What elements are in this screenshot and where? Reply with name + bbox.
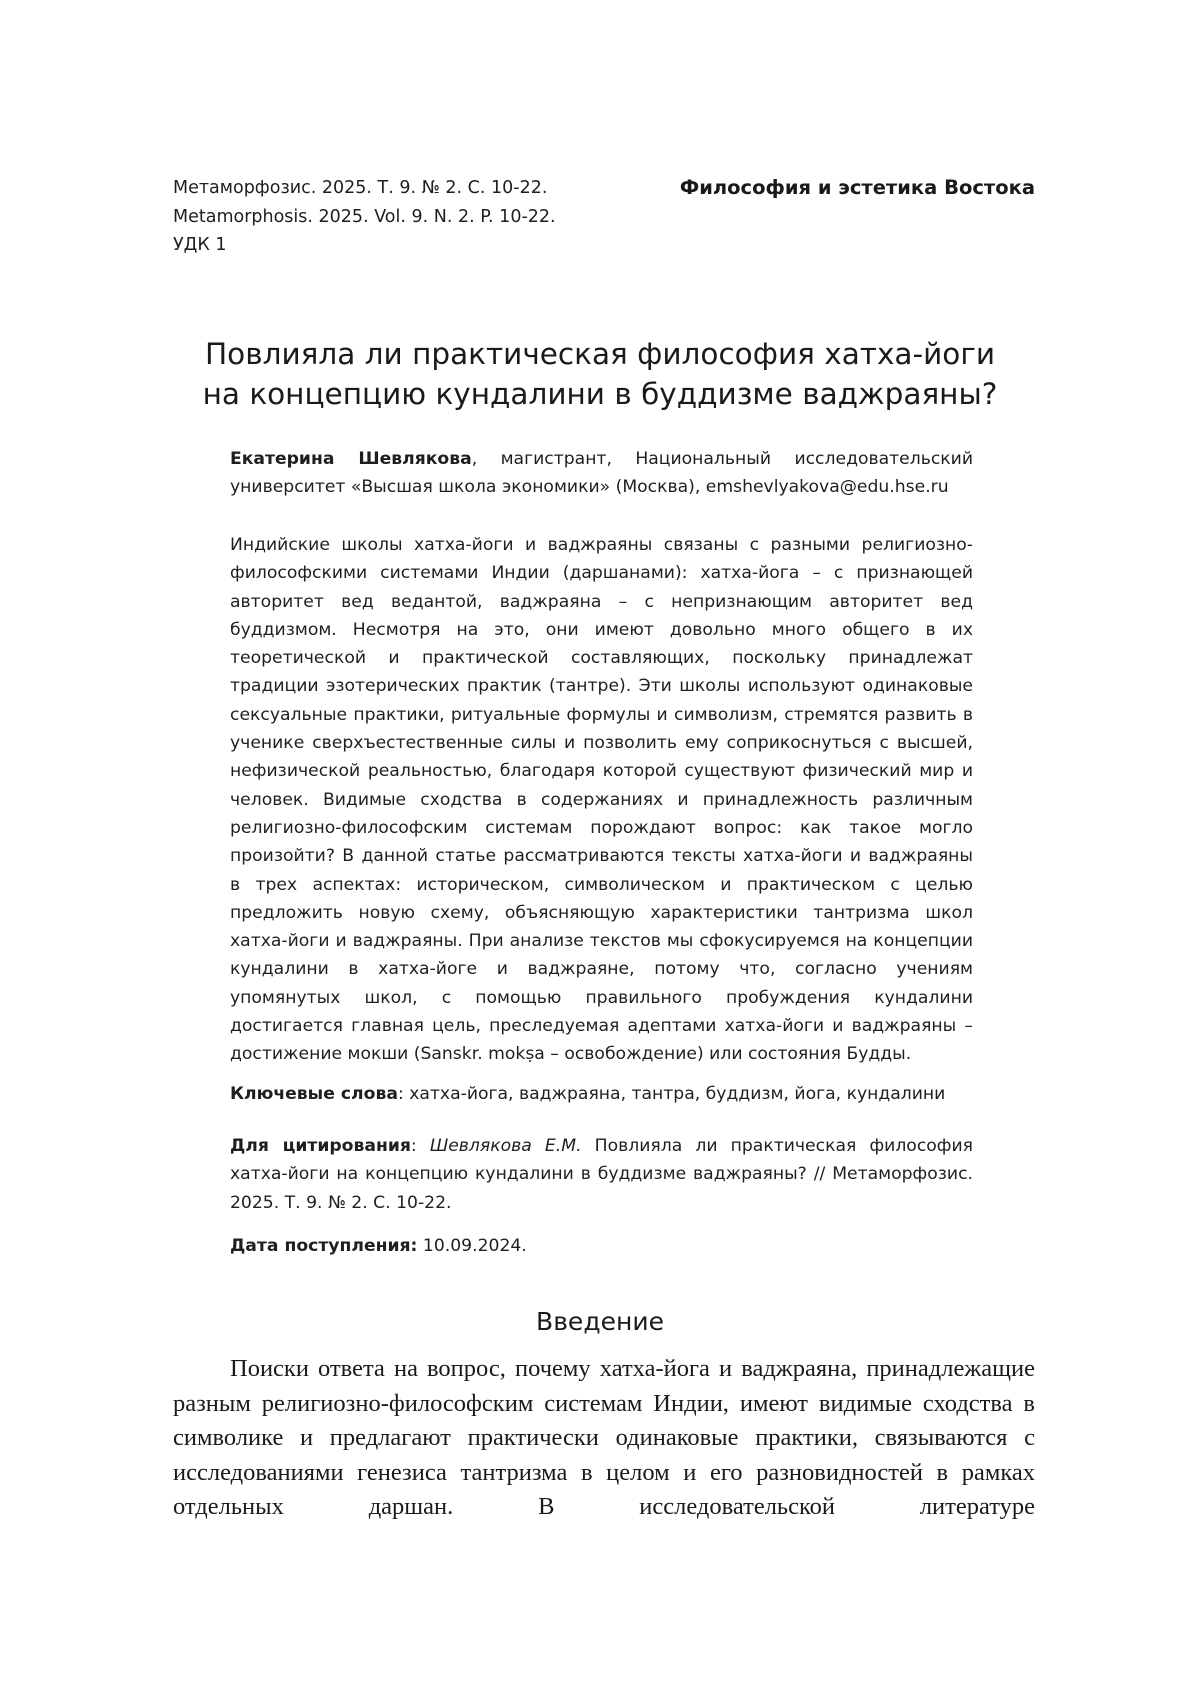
keywords-list: : хатха-йога, ваджраяна, тантра, буддизм, йога, кундалини (398, 1084, 945, 1104)
citation-label: Для цитирования (230, 1136, 411, 1156)
citation-text: Повлияла ли практическая философия хатха-йоги на концепцию кундалини в буддизме ваджраяны? // Метаморфозис. 2025. Т. 9. № 2. С. 10-22. (230, 1136, 973, 1213)
keywords-label: Ключевые слова (230, 1084, 398, 1104)
intro-paragraph: Поиски ответа на вопрос, почему хатха-йога и ваджраяна, принадлежащие разным религиозно-философским системам Индии, имеют видимые сходства в символике и предлагают практически одинаковые практики, связываются с исследованиями генезиса тантризма в целом и его разновидностей в рамках отдельных даршан. В исследовательской литературе (173, 1352, 1035, 1525)
author-info (230, 445, 973, 502)
article-title (150, 334, 1050, 414)
citation-separator: : (411, 1136, 430, 1156)
section-heading-introduction: Введение (150, 1305, 1050, 1339)
article-title-line-2: на концепцию кундалини в буддизме ваджраяны? (150, 374, 1050, 414)
journal-info (173, 174, 556, 260)
keywords (230, 1080, 973, 1108)
section-title: Философия и эстетика Востока (680, 174, 1035, 203)
journal-citation-ru: Метаморфозис. 2025. Т. 9. № 2. С. 10-22. (173, 174, 556, 203)
received-date (230, 1232, 973, 1260)
abstract: Индийские школы хатха-йоги и ваджраяны связаны с разными религиозно-философскими системами Индии (даршанами): хатха-йога – с признающей авторитет вед ведантой, ваджраяна – с непризнающим авторитет вед буддизмом. Несмотря на это, они имеют довольно много общего в их теоретической и практической составляющих, поскольку принадлежат традиции эзотерических практик (тантре). Эти школы используют одинаковые сексуальные практики, ритуальные формулы и символизм, стремятся развить в ученике сверхъестественные силы и позволить ему соприкоснуться с высшей, нефизической реальностью, благодаря которой существуют физический мир и человек. Видимые сходства в содержаниях и принадлежность различным религиозно-философским системам порождают вопрос: как такое могло произойти? В данной статье рассматриваются тексты хатха-йоги и ваджраяны в трех аспектах: историческом, символическом и практическом с целью предложить новую схему, объясняющую характеристики тантризма школ хатха-йоги и ваджраяны. При анализе текстов мы сфокусируемся на концепции кундалини в хатха-йоге и ваджраяне, потому что, согласно учениям упомянутых школ, с помощью правильного пробуждения кундалини достигается главная цель, преследуемая адептами хатха-йоги и ваджраяны – достижение мокши (Sanskr. mokṣa – освобождение) или состояния Будды. (230, 531, 973, 1069)
author-affiliation: , магистрант, Национальный исследовательский университет «Высшая школа экономики» (Москва), emshevlyakova@edu.hse.ru (230, 449, 973, 497)
udc-code: УДК 1 (173, 231, 556, 260)
received-value: 10.09.2024. (417, 1236, 526, 1256)
article-title-line-1: Повлияла ли практическая философия хатха-йоги (150, 334, 1050, 374)
citation (230, 1132, 973, 1217)
author-name: Екатерина Шевлякова (230, 449, 472, 469)
journal-citation-en: Metamorphosis. 2025. Vol. 9. N. 2. P. 10-22. (173, 203, 556, 232)
received-label: Дата поступления: (230, 1236, 417, 1256)
citation-author: Шевлякова Е.М. (430, 1136, 582, 1156)
